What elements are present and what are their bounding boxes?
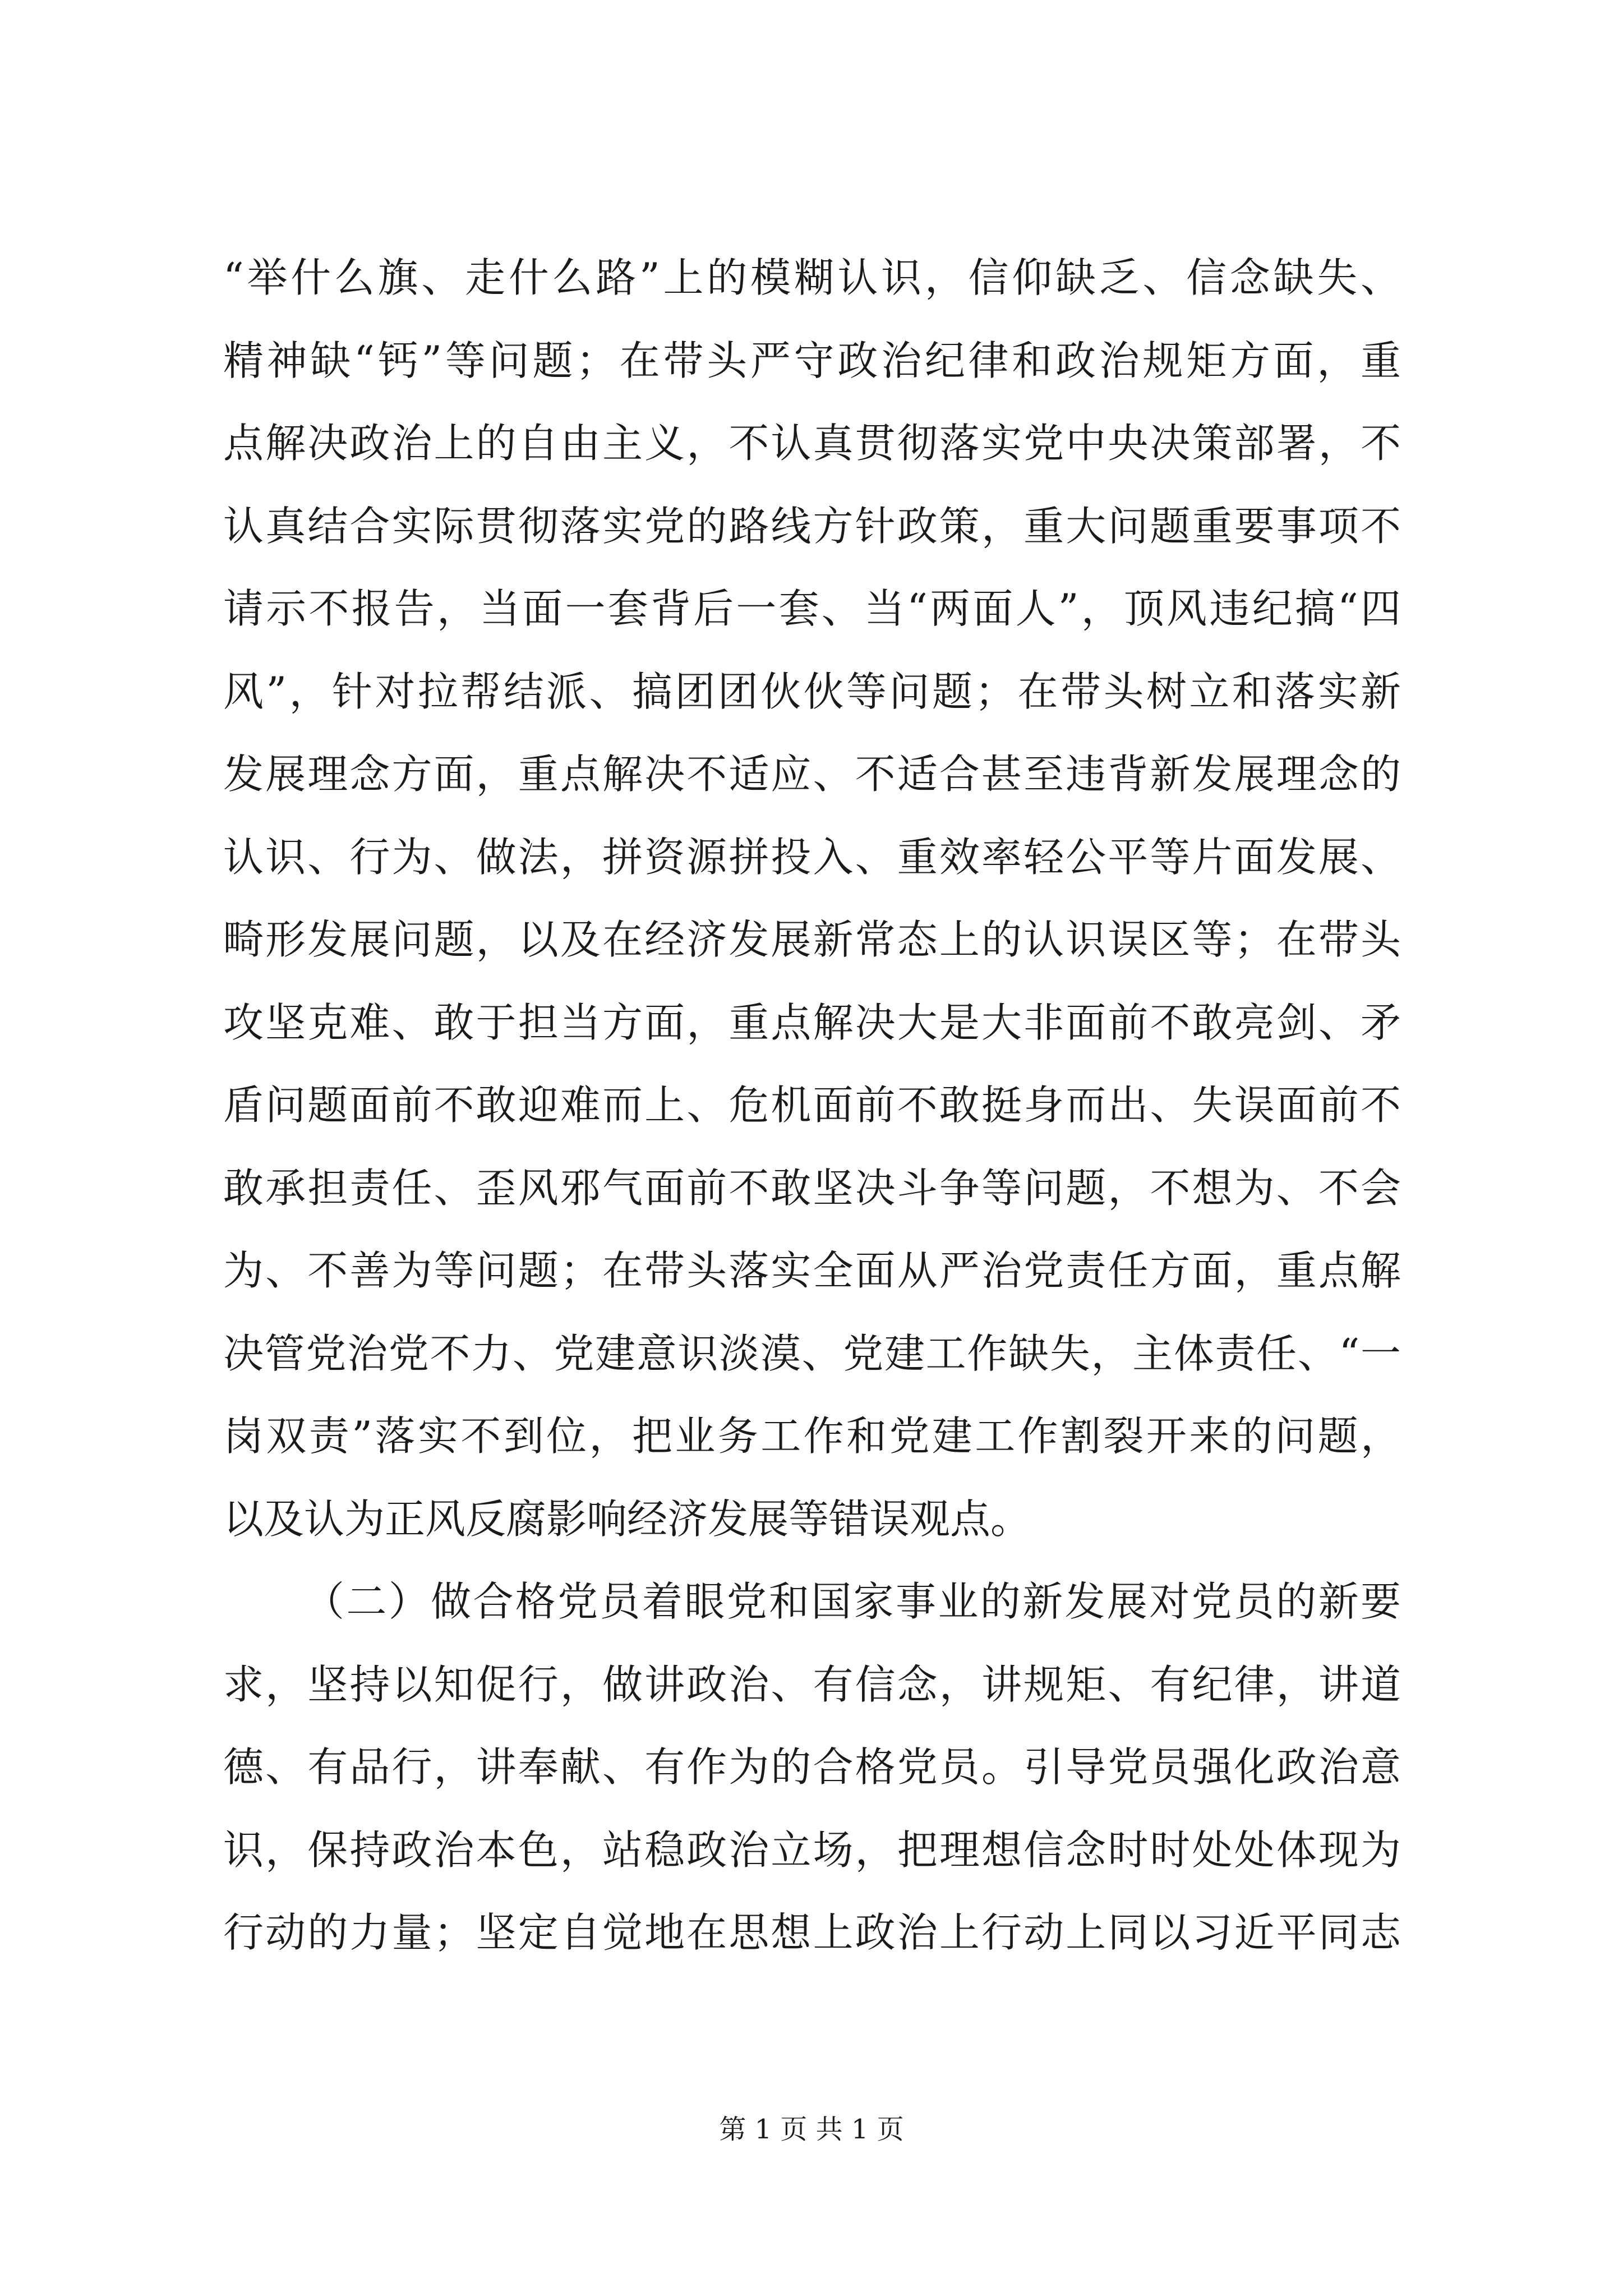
text-line: 求，坚持以知促行，做讲政治、有信念，讲规矩、有纪律，讲道 [223,1660,1401,1708]
text-line: 点解决政治上的自由主义，不认真贯彻落实党中央决策部署，不 [223,420,1401,467]
text-line: 请示不报告，当面一套背后一套、当“两面人”，顶风违纪搞“四 [223,585,1401,632]
text-line: 认识、行为、做法，拼资源拼投入、重效率轻公平等片面发展、 [223,833,1401,881]
text-line: 风”，针对拉帮结派、搞团团伙伙等问题；在带头树立和落实新 [223,668,1401,715]
text-line: 德、有品行，讲奉献、有作为的合格党员。引导党员强化政治意 [223,1743,1401,1791]
text-line: “举什么旗、走什么路”上的模糊认识，信仰缺乏、信念缺失、 [223,254,1401,301]
document-body [223,237,1401,1975]
text-line: 敢承担责任、歪风邪气面前不敢坚决斗争等问题，不想为、不会 [223,1164,1401,1212]
text-line-paragraph-start: （二）做合格党员着眼党和国家事业的新发展对党员的新要 [304,1578,1401,1625]
text-line: 行动的力量；坚定自觉地在思想上政治上行动上同以习近平同志 [223,1909,1401,1956]
text-line: 识，保持政治本色，站稳政治立场，把理想信念时时处处体现为 [223,1826,1401,1874]
text-line: 攻坚克难、敢于担当方面，重点解决大是大非面前不敢亮剑、矛 [223,999,1401,1046]
text-line: 认真结合实际贯彻落实党的路线方针政策，重大问题重要事项不 [223,502,1401,550]
text-line: 决管党治党不力、党建意识淡漠、党建工作缺失，主体责任、“一 [223,1329,1401,1377]
text-line-paragraph-end: 以及认为正风反腐影响经济发展等错误观点。 [223,1495,1031,1543]
text-line: 岗双责”落实不到位，把业务工作和党建工作割裂开来的问题， [223,1412,1401,1460]
text-line: 精神缺“钙”等问题；在带头严守政治纪律和政治规矩方面，重 [223,337,1401,384]
text-line: 为、不善为等问题；在带头落实全面从严治党责任方面，重点解 [223,1247,1401,1294]
text-line: 发展理念方面，重点解决不适应、不适合甚至违背新发展理念的 [223,751,1401,798]
text-line: 盾问题面前不敢迎难而上、危机面前不敢挺身而出、失误面前不 [223,1082,1401,1129]
text-line: 畸形发展问题，以及在经济发展新常态上的认识误区等；在带头 [223,916,1401,963]
page-footer: 第 1 页 共 1 页 [719,2114,904,2145]
